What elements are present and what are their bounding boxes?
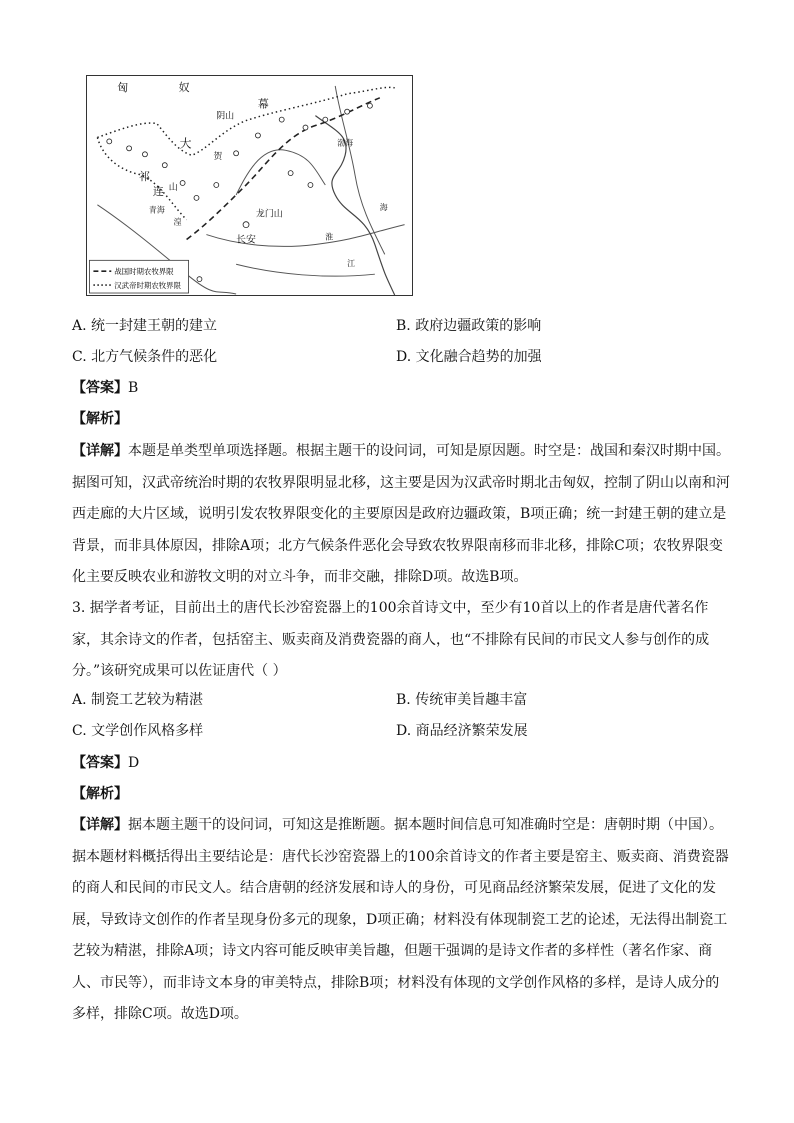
answer-tag: 【答案】 [72,380,128,396]
map-label-jiang: 江 [347,259,356,269]
answer-value: D [128,755,140,771]
map-label-nu: 奴 [178,80,190,94]
q3-answer [72,753,139,773]
q3-detail [72,810,732,1031]
q3-option-b: B. 传统审美旨趣丰富 [396,692,528,708]
answer-tag: 【答案】 [72,755,128,771]
map-label-lian: 连 [152,184,164,198]
q2-detail [72,436,732,594]
map-label-longmenshan: 龙门山 [255,209,283,220]
answer-value: B [128,380,139,396]
historical-map [86,75,413,296]
map-label-mu: 幕 [257,97,269,111]
q3-analysis-tag: 【解析】 [72,786,128,802]
map-label-xiong: 匈 [117,80,129,94]
legend-warring: 战国时期农牧界限 [114,267,174,277]
map-label-yinshan: 阴山 [216,111,235,122]
q2-option-b: B. 政府边疆政策的影响 [396,318,542,334]
q2-option-d: D. 文化融合趋势的加强 [396,349,542,365]
detail-tag: 【详解】 [72,443,128,459]
map-label-huai: 淮 [325,232,334,242]
q3-option-d: D. 商品经济繁荣发展 [396,723,528,739]
map-label-huang: 湟 [173,217,182,227]
q3-stem: 3. 据学者考证，目前出土的唐代长沙窑瓷器上的100余首诗文中，至少有10首以上的作者是唐代著名作家，其余诗文的作者，包括窑主、贩卖商及消费瓷器的商人，也“不排除有民间的市民文人参与创作的成分。”该研究成果可以佐证唐代（ ） [72,600,710,679]
map-label-da: 大 [179,136,192,151]
map-label-qinghai: 青海 [148,205,165,215]
detail-text: 据本题主题干的设问词，可知这是推断题。据本题时间信息可知准确时空是：唐朝时期（中国）。据本题材料概括得出主要结论是：唐代长沙窑瓷器上的100余首诗文的作者主要是窑主、贩卖商、消费瓷器的商人和民间的市民文人。结合唐朝的经济发展和诗人的身份，可见商品经济繁荣发展，促进了文化的发展，导致诗文创作的作者呈现身份多元的现象，D项正确；材料没有体现制瓷工艺的论述，无法得出制瓷工艺较为精湛，排除A项；诗文内容可能反映审美旨趣，但题干强调的是诗文作者的多样性（著名作家、商人、市民等），而非诗文本身的审美特点，排除B项；材料没有体现的文学创作风格的多样，是诗人成分的多样，排除C项。故选D项。 [72,817,729,1022]
q3-option-c: C. 文学创作风格多样 [72,723,204,739]
legend-handi: 汉武帝时期农牧界限 [114,281,182,291]
map-label-hai: 海 [379,202,388,212]
q2-answer [72,378,138,398]
q2-option-a: A. 统一封建王朝的建立 [72,318,218,334]
map-label-shan: 山 [168,182,178,193]
q2-analysis-tag: 【解析】 [72,411,128,427]
map-label-changan: 长安 [236,234,256,246]
map-label-he: 贺 [213,152,223,163]
q3-option-a: A. 制瓷工艺较为精湛 [72,692,204,708]
q2-option-c: C. 北方气候条件的恶化 [72,349,218,365]
detail-tag: 【详解】 [72,817,128,833]
detail-text: 本题是单类型单项选择题。根据主题干的设问词，可知是原因题。时空是：战国和秦汉时期中国。据图可知，汉武帝统治时期的农牧界限明显北移，这主要是因为汉武帝时期北击匈奴，控制了阴山以南和河西走廊的大片区域，说明引发农牧界限变化的主要原因是政府边疆政策，B项正确；统一封建王朝的建立是背景，而非具体原因，排除A项；北方气候条件恶化会导致农牧界限南移而非北移，排除C项；农牧界限变化主要反映农业和游牧文明的对立斗争，而非交融，排除D项。故选B项。 [72,443,730,585]
map-label-qi: 祁 [139,170,150,184]
map-label-bohai: 渤海 [337,138,354,148]
